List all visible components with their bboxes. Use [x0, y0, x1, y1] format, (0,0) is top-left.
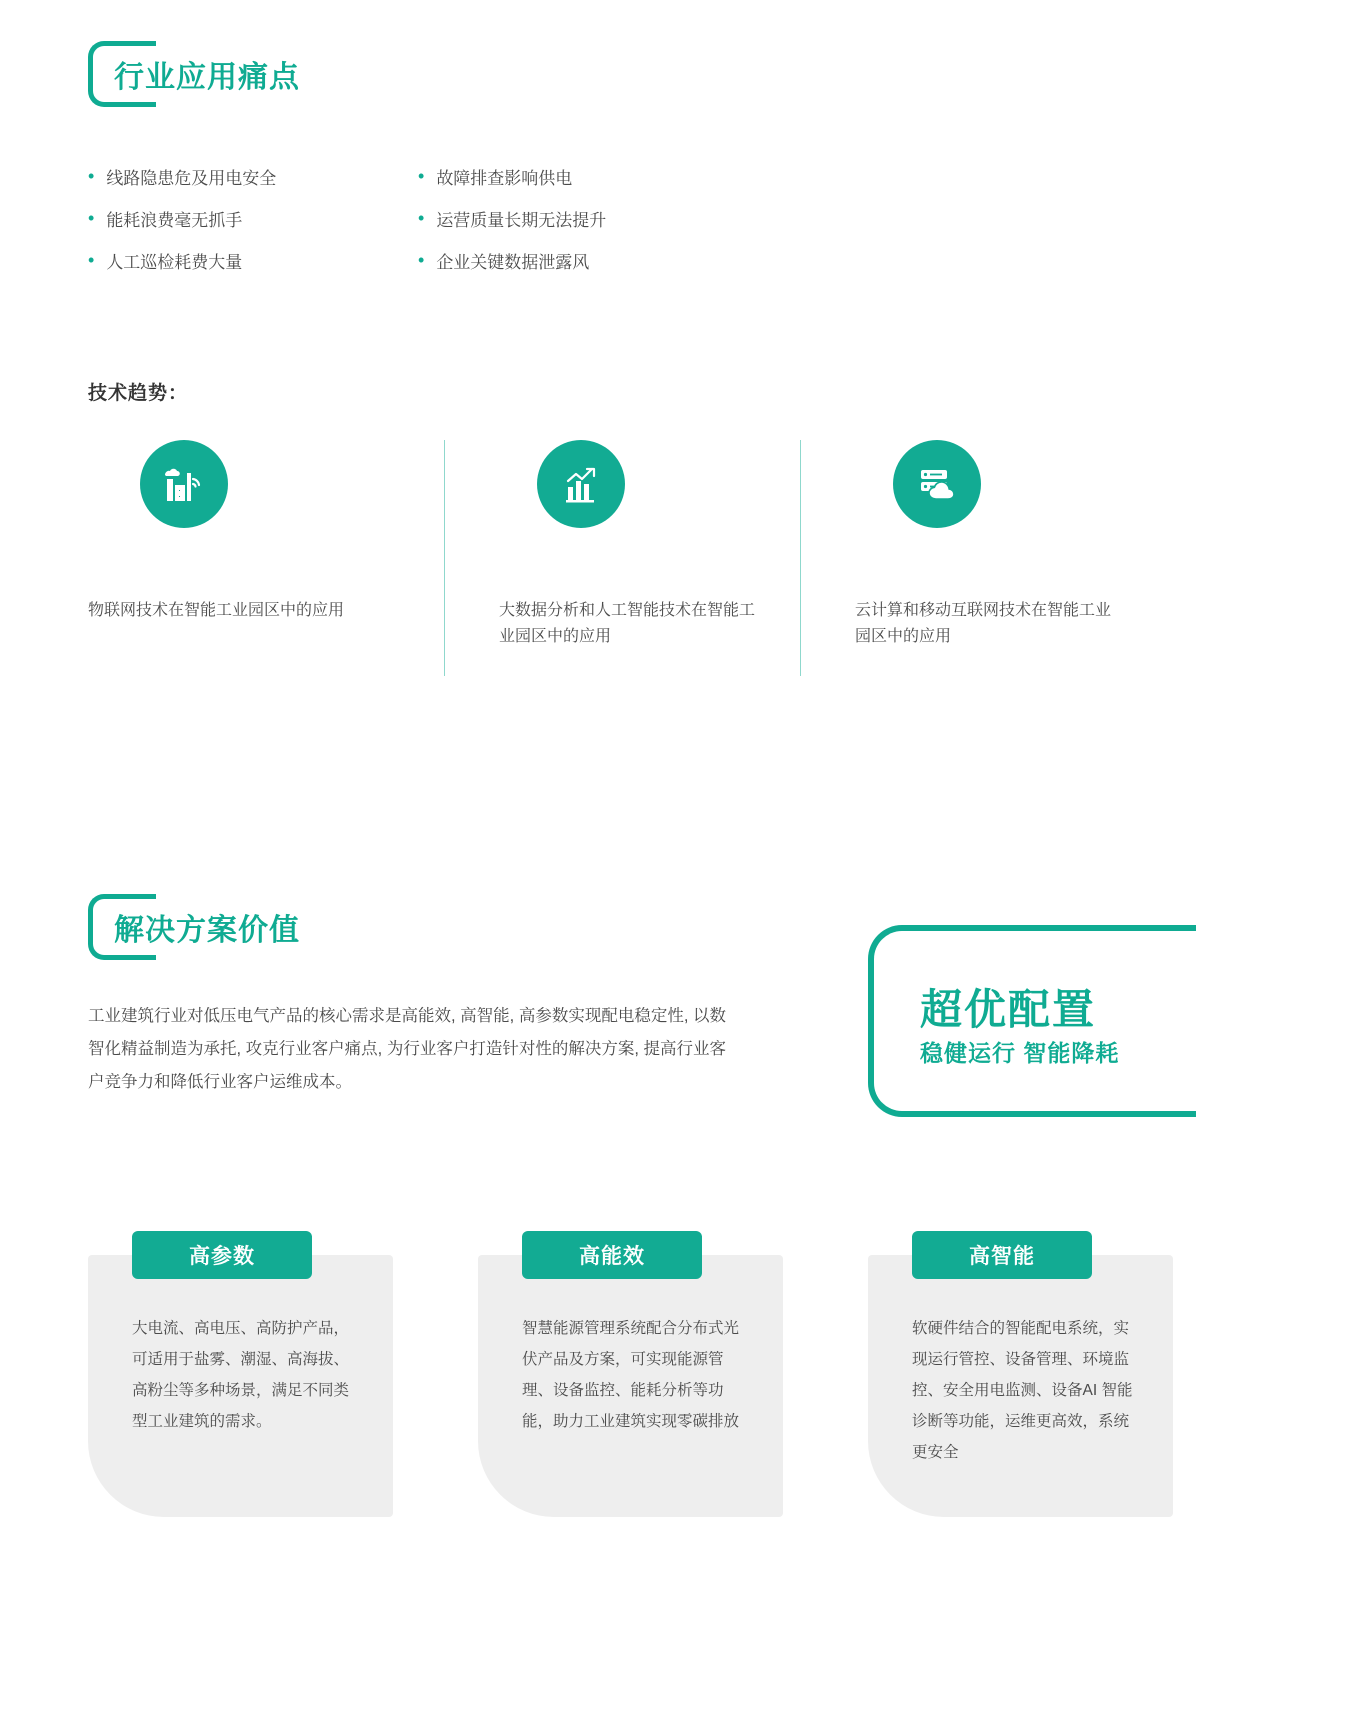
list-item — [418, 239, 748, 281]
list-item — [88, 239, 418, 281]
tech-trend-text: 大数据分析和人工智能技术在智能工业园区中的应用 — [499, 602, 756, 646]
cloud-server-icon — [893, 440, 981, 528]
value-card — [868, 1245, 1173, 1517]
solution-value-heading — [88, 905, 300, 949]
bullet-dot-icon: • — [418, 250, 425, 270]
list-item-label: 能耗浪费毫无抓手 — [106, 210, 243, 230]
badge-title: 超优配置 — [920, 986, 1097, 1033]
list-item-label: 运营质量长期无法提升 — [436, 210, 607, 230]
tech-trend-item-3 — [800, 440, 1156, 676]
pain-points-list — [88, 155, 788, 281]
solution-value-title: 解决方案价值 — [114, 914, 300, 947]
value-card-body: 大电流、高电压、高防护产品，可适用于盐雾、潮湿、高海拔、高粉尘等多种场景，满足不同类型工业建筑的需求。 — [132, 1320, 350, 1430]
value-card-tab: 高参数 — [132, 1231, 312, 1279]
bullet-dot-icon: • — [88, 250, 95, 270]
bullet-dot-icon: • — [88, 166, 95, 186]
list-item-label: 故障排查影响供电 — [436, 168, 573, 188]
value-card-tab: 高智能 — [912, 1231, 1092, 1279]
pain-points-title: 行业应用痛点 — [114, 61, 300, 94]
tech-trend-label: 技术趋势： — [88, 383, 189, 404]
value-card — [88, 1245, 393, 1517]
value-card — [478, 1245, 783, 1517]
badge-subtitle: 稳健运行 智能降耗 — [920, 1040, 1120, 1066]
pain-points-heading — [88, 52, 300, 96]
list-item — [418, 197, 748, 239]
value-card-body: 智慧能源管理系统配合分布式光伏产品及方案，可实现能源管理、设备监控、能耗分析等功能，助力工业建筑实现零碳排放 — [522, 1320, 740, 1430]
tech-trend-text: 物联网技术在智能工业园区中的应用 — [88, 602, 345, 619]
value-card-body: 软硬件结合的智能配电系统，实现运行管控、设备管理、环境监控、安全用电监测、设备AI 智能诊断等功能，运维更高效，系统更安全 — [912, 1320, 1133, 1461]
tech-trend-row — [88, 440, 1158, 676]
tech-trend-item-1 — [88, 440, 444, 676]
list-item — [88, 197, 418, 239]
bar-chart-growth-icon — [537, 440, 625, 528]
iot-factory-icon — [140, 440, 228, 528]
bullet-dot-icon: • — [418, 208, 425, 228]
list-item — [418, 155, 748, 197]
list-item-label: 线路隐患危及用电安全 — [106, 168, 277, 188]
value-cards-row — [88, 1245, 1173, 1517]
bullet-dot-icon: • — [88, 208, 95, 228]
list-item — [88, 155, 418, 197]
list-item-label: 企业关键数据泄露风 — [436, 252, 590, 272]
premium-configuration-badge — [868, 925, 1120, 1117]
list-item-label: 人工巡检耗费大量 — [106, 252, 243, 272]
tech-trend-item-2 — [444, 440, 800, 676]
value-card-tab: 高能效 — [522, 1231, 702, 1279]
bullet-dot-icon: • — [418, 166, 425, 186]
solution-value-paragraph: 工业建筑行业对低压电气产品的核心需求是高能效, 高智能, 高参数实现配电稳定性, 以数智化精益制造为承托, 攻克行业客户痛点, 为行业客户打造针对性的解决方案, 提高行业客户竞争力和降低行业客户运维成本。 — [88, 1007, 727, 1091]
tech-trend-text: 云计算和移动互联网技术在智能工业园区中的应用 — [855, 602, 1112, 646]
